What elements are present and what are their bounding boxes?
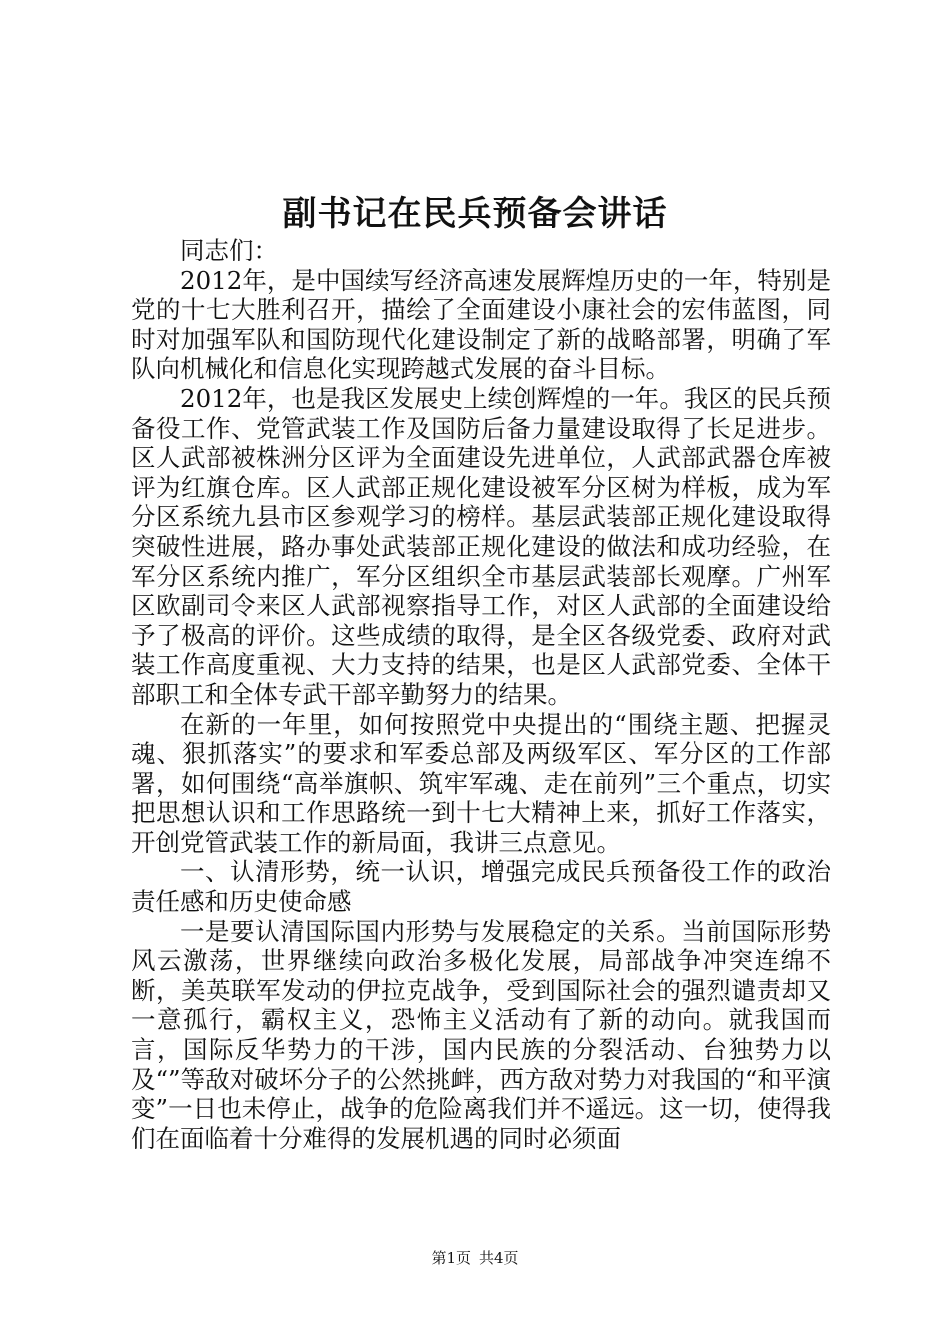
section-heading: 一、认清形势，统一认识，增强完成民兵预备役工作的政治责任感和历史使命感 [131, 857, 831, 917]
body-paragraph: 2012年，也是我区发展史上续创辉煌的一年。我区的民兵预备役工作、党管武装工作及国防后备力量建设取得了长足进步。区人武部被株洲分区评为全面建设先进单位，人武部武器仓库被评为红旗仓库。区人武部正规化建设被军分区树为样板，成为军分区系统九县市区参观学习的榜样。基层武装部正规化建设取得突破性进展，路办事处武装部正规化建设的做法和成功经验，在军分区系统内推广，军分区组织全市基层武装部长观摩。广州军区欧副司令来区人武部视察指导工作，对区人武部的全面建设给予了极高的评价。这些成绩的取得，是全区各级党委、政府对武装工作高度重视、大力支持的结果，也是区人武部党委、全体干部职工和全体专武干部辛勤努力的结果。 [131, 383, 831, 709]
document-body [131, 236, 831, 1153]
body-paragraph: 在新的一年里，如何按照党中央提出的“围绕主题、把握灵魂、狠抓落实”的要求和军委总部及两级军区、军分区的工作部署，如何围绕“高举旗帜、筑牢军魂、走在前列”三个重点，切实把思想认识和工作思路统一到十七大精神上来，抓好工作落实，开创党管武装工作的新局面，我讲三点意见。 [131, 709, 831, 857]
page-number: 第1页 [431, 1249, 471, 1267]
body-paragraph: 2012年，是中国续写经济高速发展辉煌历史的一年，特别是党的十七大胜利召开，描绘了全面建设小康社会的宏伟蓝图，同时对加强军队和国防现代化建设制定了新的战略部署，明确了军队向机械化和信息化实现跨越式发展的奋斗目标。 [131, 265, 831, 384]
page-title: 副书记在民兵预备会讲话 [282, 194, 668, 234]
page-footer [0, 1247, 950, 1268]
body-paragraph: 一是要认清国际国内形势与发展稳定的关系。当前国际形势风云激荡，世界继续向政治多极化发展，局部战争冲突连绵不断，美英联军发动的伊拉克战争，受到国际社会的强烈谴责却又一意孤行，霸权主义，恐怖主义活动有了新的动向。就我国而言，国际反华势力的干涉，国内民族的分裂活动、台独势力以及“”等敌对破坏分子的公然挑衅，西方敌对势力对我国的“和平演变”一日也未停止，战争的危险离我们并不遥远。这一切，使得我们在面临着十分难得的发展机遇的同时必须面 [131, 916, 831, 1153]
page-total: 共4页 [479, 1249, 519, 1267]
salutation: 同志们： [180, 236, 278, 265]
